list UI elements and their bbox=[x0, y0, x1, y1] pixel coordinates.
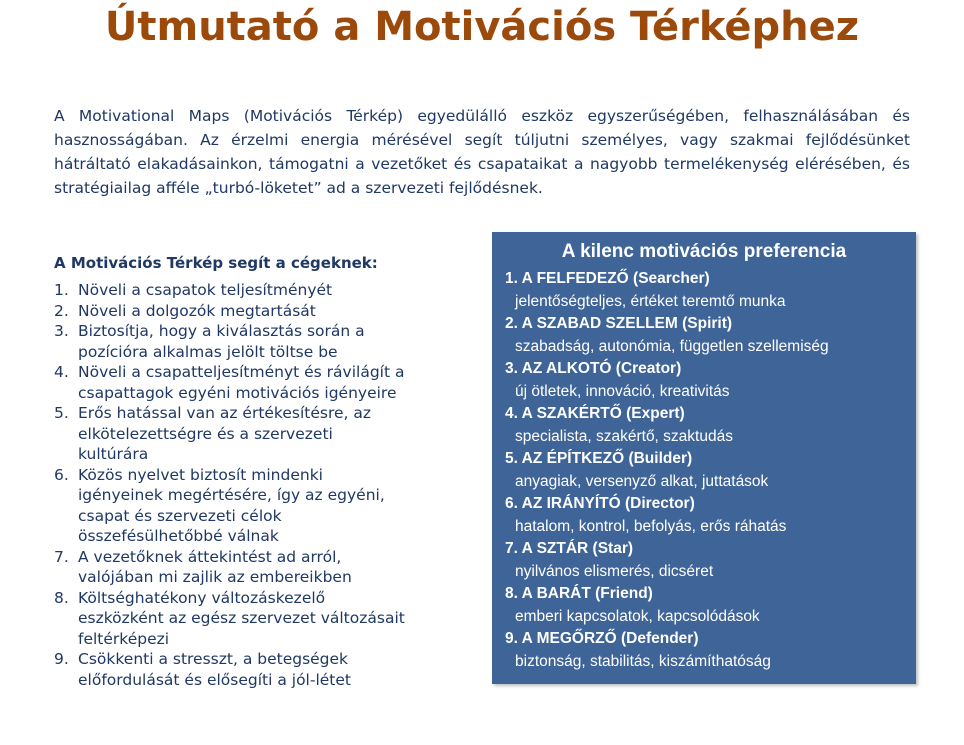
benefit-number: 9. bbox=[54, 650, 69, 668]
preference-item bbox=[505, 403, 916, 448]
preference-name: 5. AZ ÉPÍTKEZŐ (Builder) bbox=[505, 450, 693, 467]
preference-name: 1. A FELFEDEZŐ (Searcher) bbox=[505, 270, 710, 287]
preferences-title: A kilenc motivációs preferencia bbox=[561, 241, 847, 262]
preference-name: 8. A BARÁT (Friend) bbox=[505, 585, 653, 602]
preference-item bbox=[505, 493, 916, 538]
benefit-item bbox=[54, 649, 454, 690]
preference-description: biztonság, stabilitás, kiszámíthatóság bbox=[515, 652, 771, 670]
benefit-text: A vezetőknek áttekintést ad arról, valójában mi zajlik az embereikben bbox=[78, 547, 352, 586]
benefit-item bbox=[54, 301, 454, 322]
benefit-number: 1. bbox=[54, 281, 69, 299]
preference-item bbox=[505, 268, 916, 313]
benefits-heading: A Motivációs Térkép segít a cégeknek: bbox=[54, 254, 378, 272]
preference-item bbox=[505, 583, 916, 628]
benefit-text: Biztosítja, hogy a kiválasztás során a pozícióra alkalmas jelölt töltse be bbox=[78, 322, 365, 361]
benefits-section bbox=[54, 252, 454, 690]
preference-name: 9. A MEGŐRZŐ (Defender) bbox=[505, 630, 699, 647]
preference-name: 4. A SZAKÉRTŐ (Expert) bbox=[505, 405, 685, 422]
preference-description: nyilvános elismerés, dicséret bbox=[515, 562, 714, 580]
benefit-number: 7. bbox=[54, 547, 69, 566]
benefits-list bbox=[54, 280, 454, 690]
benefit-item bbox=[54, 403, 454, 465]
benefit-text: Erős hatással van az értékesítésre, az elkötelezettségre és a szervezeti kultúrára bbox=[78, 404, 372, 463]
benefit-text: Növeli a dolgozók megtartását bbox=[78, 301, 316, 320]
preference-description: szabadság, autonómia, független szellemiség bbox=[515, 337, 829, 355]
benefit-item bbox=[54, 321, 454, 362]
benefit-number: 5. bbox=[54, 404, 69, 422]
benefit-item bbox=[54, 465, 454, 547]
preference-item bbox=[505, 628, 916, 673]
preference-name: 3. AZ ALKOTÓ (Creator) bbox=[505, 360, 682, 377]
benefit-text: Növeli a csapatteljesítményt és rávilágít a csapattagok egyéni motivációs igényeire bbox=[78, 363, 405, 402]
benefit-text: Költséghatékony változáskezelő eszközként az egész szervezet változásait feltérképezi bbox=[78, 588, 405, 648]
benefit-item bbox=[54, 588, 454, 650]
preference-name: 2. A SZABAD SZELLEM (Spirit) bbox=[505, 315, 733, 332]
intro-paragraph: A Motivational Maps (Motivációs Térkép) egyedülálló eszköz egyszerűségében, felhasználásában és hasznosságában. Az érzelmi energia mérésével segít túljutni személyes, vagy szakmai fejlődésünket hátráltató elakadásainkon, támogatni a vezetőket és csapataikat a nagyobb termelékenység elérésében, és stratégiailag afféle „turbó-löketet” ad a szervezeti fejlődésnek. bbox=[54, 107, 910, 197]
preference-item bbox=[505, 313, 916, 358]
preferences-box bbox=[492, 232, 916, 684]
benefit-number: 3. bbox=[54, 322, 69, 340]
page-title: Útmutató a Motivációs Térképhez bbox=[104, 4, 860, 50]
preference-description: specialista, szakértő, szaktudás bbox=[515, 427, 733, 445]
preference-description: emberi kapcsolatok, kapcsolódások bbox=[515, 607, 760, 625]
preference-item bbox=[505, 448, 916, 493]
benefit-number: 8. bbox=[54, 588, 69, 607]
benefit-item bbox=[54, 362, 454, 403]
preference-description: hatalom, kontrol, befolyás, erős ráhatás bbox=[515, 517, 787, 535]
benefit-number: 4. bbox=[54, 363, 69, 381]
preference-item bbox=[505, 538, 916, 583]
preference-description: új ötletek, innováció, kreativitás bbox=[515, 382, 730, 400]
preference-description: anyagiak, versenyző alkat, juttatások bbox=[515, 472, 769, 490]
preference-description: jelentőségteljes, értéket teremtő munka bbox=[515, 292, 786, 310]
benefit-text: Növeli a csapatok teljesítményét bbox=[78, 281, 333, 299]
benefit-item bbox=[54, 280, 454, 301]
benefit-text: Csökkenti a stresszt, a betegségek előfordulását és elősegíti a jól-létet bbox=[78, 650, 351, 689]
benefit-item bbox=[54, 547, 454, 588]
preference-item bbox=[505, 358, 916, 403]
benefit-text: Közös nyelvet biztosít mindenki igényeinek megértésére, így az egyéni, csapat és szervezeti célok összefésülhetőbbé válnak bbox=[78, 465, 385, 545]
benefit-number: 2. bbox=[54, 301, 69, 320]
preference-name: 7. A SZTÁR (Star) bbox=[505, 540, 634, 557]
benefit-number: 6. bbox=[54, 465, 69, 484]
preference-name: 6. AZ IRÁNYÍTÓ (Director) bbox=[505, 495, 695, 512]
